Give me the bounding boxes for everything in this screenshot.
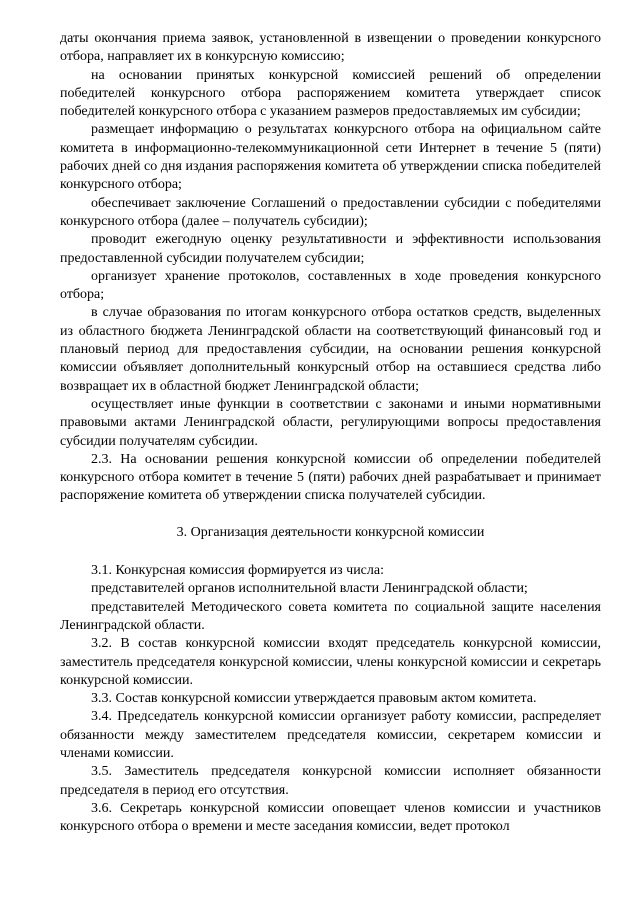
paragraph-agreements: обеспечивает заключение Соглашений о предоставлении субсидии с победителями конкурсного отбора (далее – получатель субсидии); (60, 195, 601, 229)
paragraph-publish-results: размещает информацию о результатах конкурсного отбора на официальном сайте комитета в информационно-телекоммуникационной сети Интернет в течение 5 (пяти) рабочих дней со дня издания распоряжения комитета об утверждении списка победителей конкурсного отбора; (60, 122, 601, 193)
section-heading: 3. Организация деятельности конкурсной комиссии (176, 524, 485, 540)
paragraph-winners-list: на основании принятых конкурсной комиссией решений об определении победителей конкурсного отбора распоряжением комитета утверждает список победителей конкурсного отбора с указанием размеров предоставляемых им субсидии; (60, 67, 601, 120)
paragraph-executive-representatives: представителей органов исполнительной власти Ленинградской области; (91, 581, 528, 597)
paragraph-3-4: 3.4. Председатель конкурсной комиссии организует работу комиссии, распределяет обязанности между заместителем председателя комиссии, секретарем комиссии и членами комиссии. (60, 709, 601, 761)
paragraph-annual-evaluation: проводит ежегодную оценку результативности и эффективности использования предоставленной субсидии получателем субсидии; (60, 232, 601, 266)
paragraph-remaining-funds: в случае образования по итогам конкурсного отбора остатков средств, выделенных из областного бюджета Ленинградской области на соответствующий финансовый год и плановый период для предоставления субсидии, на основании решения конкурсной комиссии объявляет дополнительный конкурсный отбор на оставшиеся средства либо возвращает их в областной бюджет Ленинградской области; (60, 305, 601, 394)
paragraph-other-functions: осуществляет иные функции в соответствии с законами и иными нормативными правовыми актами Ленинградской области, регулирующими вопросы предоставления субсидии получателям субсидии. (60, 396, 601, 449)
paragraph-2-3: 2.3. На основании решения конкурсной комиссии об определении победителей конкурсного отбора комитет в течение 5 (пяти) рабочих дней разрабатывает и принимает распоряжение комитета об утверждении списка получателей субсидии. (60, 451, 601, 504)
paragraph-methodical-council: представителей Методического совета комитета по социальной защите населения Ленинградской области. (60, 599, 601, 633)
document-page (60, 30, 601, 836)
paragraph-3-6: 3.6. Секретарь конкурсной комиссии оповещает членов комиссии и участников конкурсного отбора о времени и месте заседания комиссии, ведет протокол (60, 800, 601, 835)
paragraph-3-5: 3.5. Заместитель председателя конкурсной комиссии исполняет обязанности председателя в период его отсутствия. (60, 764, 601, 798)
paragraph-protocol-storage: организует хранение протоколов, составленных в ходе проведения конкурсного отбора; (60, 268, 601, 303)
paragraph-3-2: 3.2. В состав конкурсной комиссии входят председатель конкурсной комиссии, заместитель председателя конкурсной комиссии, члены конкурсной комиссии и секретарь конкурсной комиссии. (60, 636, 601, 688)
paragraph-applications-deadline: даты окончания приема заявок, установленной в извещении о проведении конкурсного отбора, направляет их в конкурсную комиссию; (60, 31, 601, 65)
paragraph-3-3: 3.3. Состав конкурсной комиссии утверждается правовым актом комитета. (91, 691, 537, 707)
paragraph-3-1: 3.1. Конкурсная комиссия формируется из числа: (91, 563, 384, 579)
